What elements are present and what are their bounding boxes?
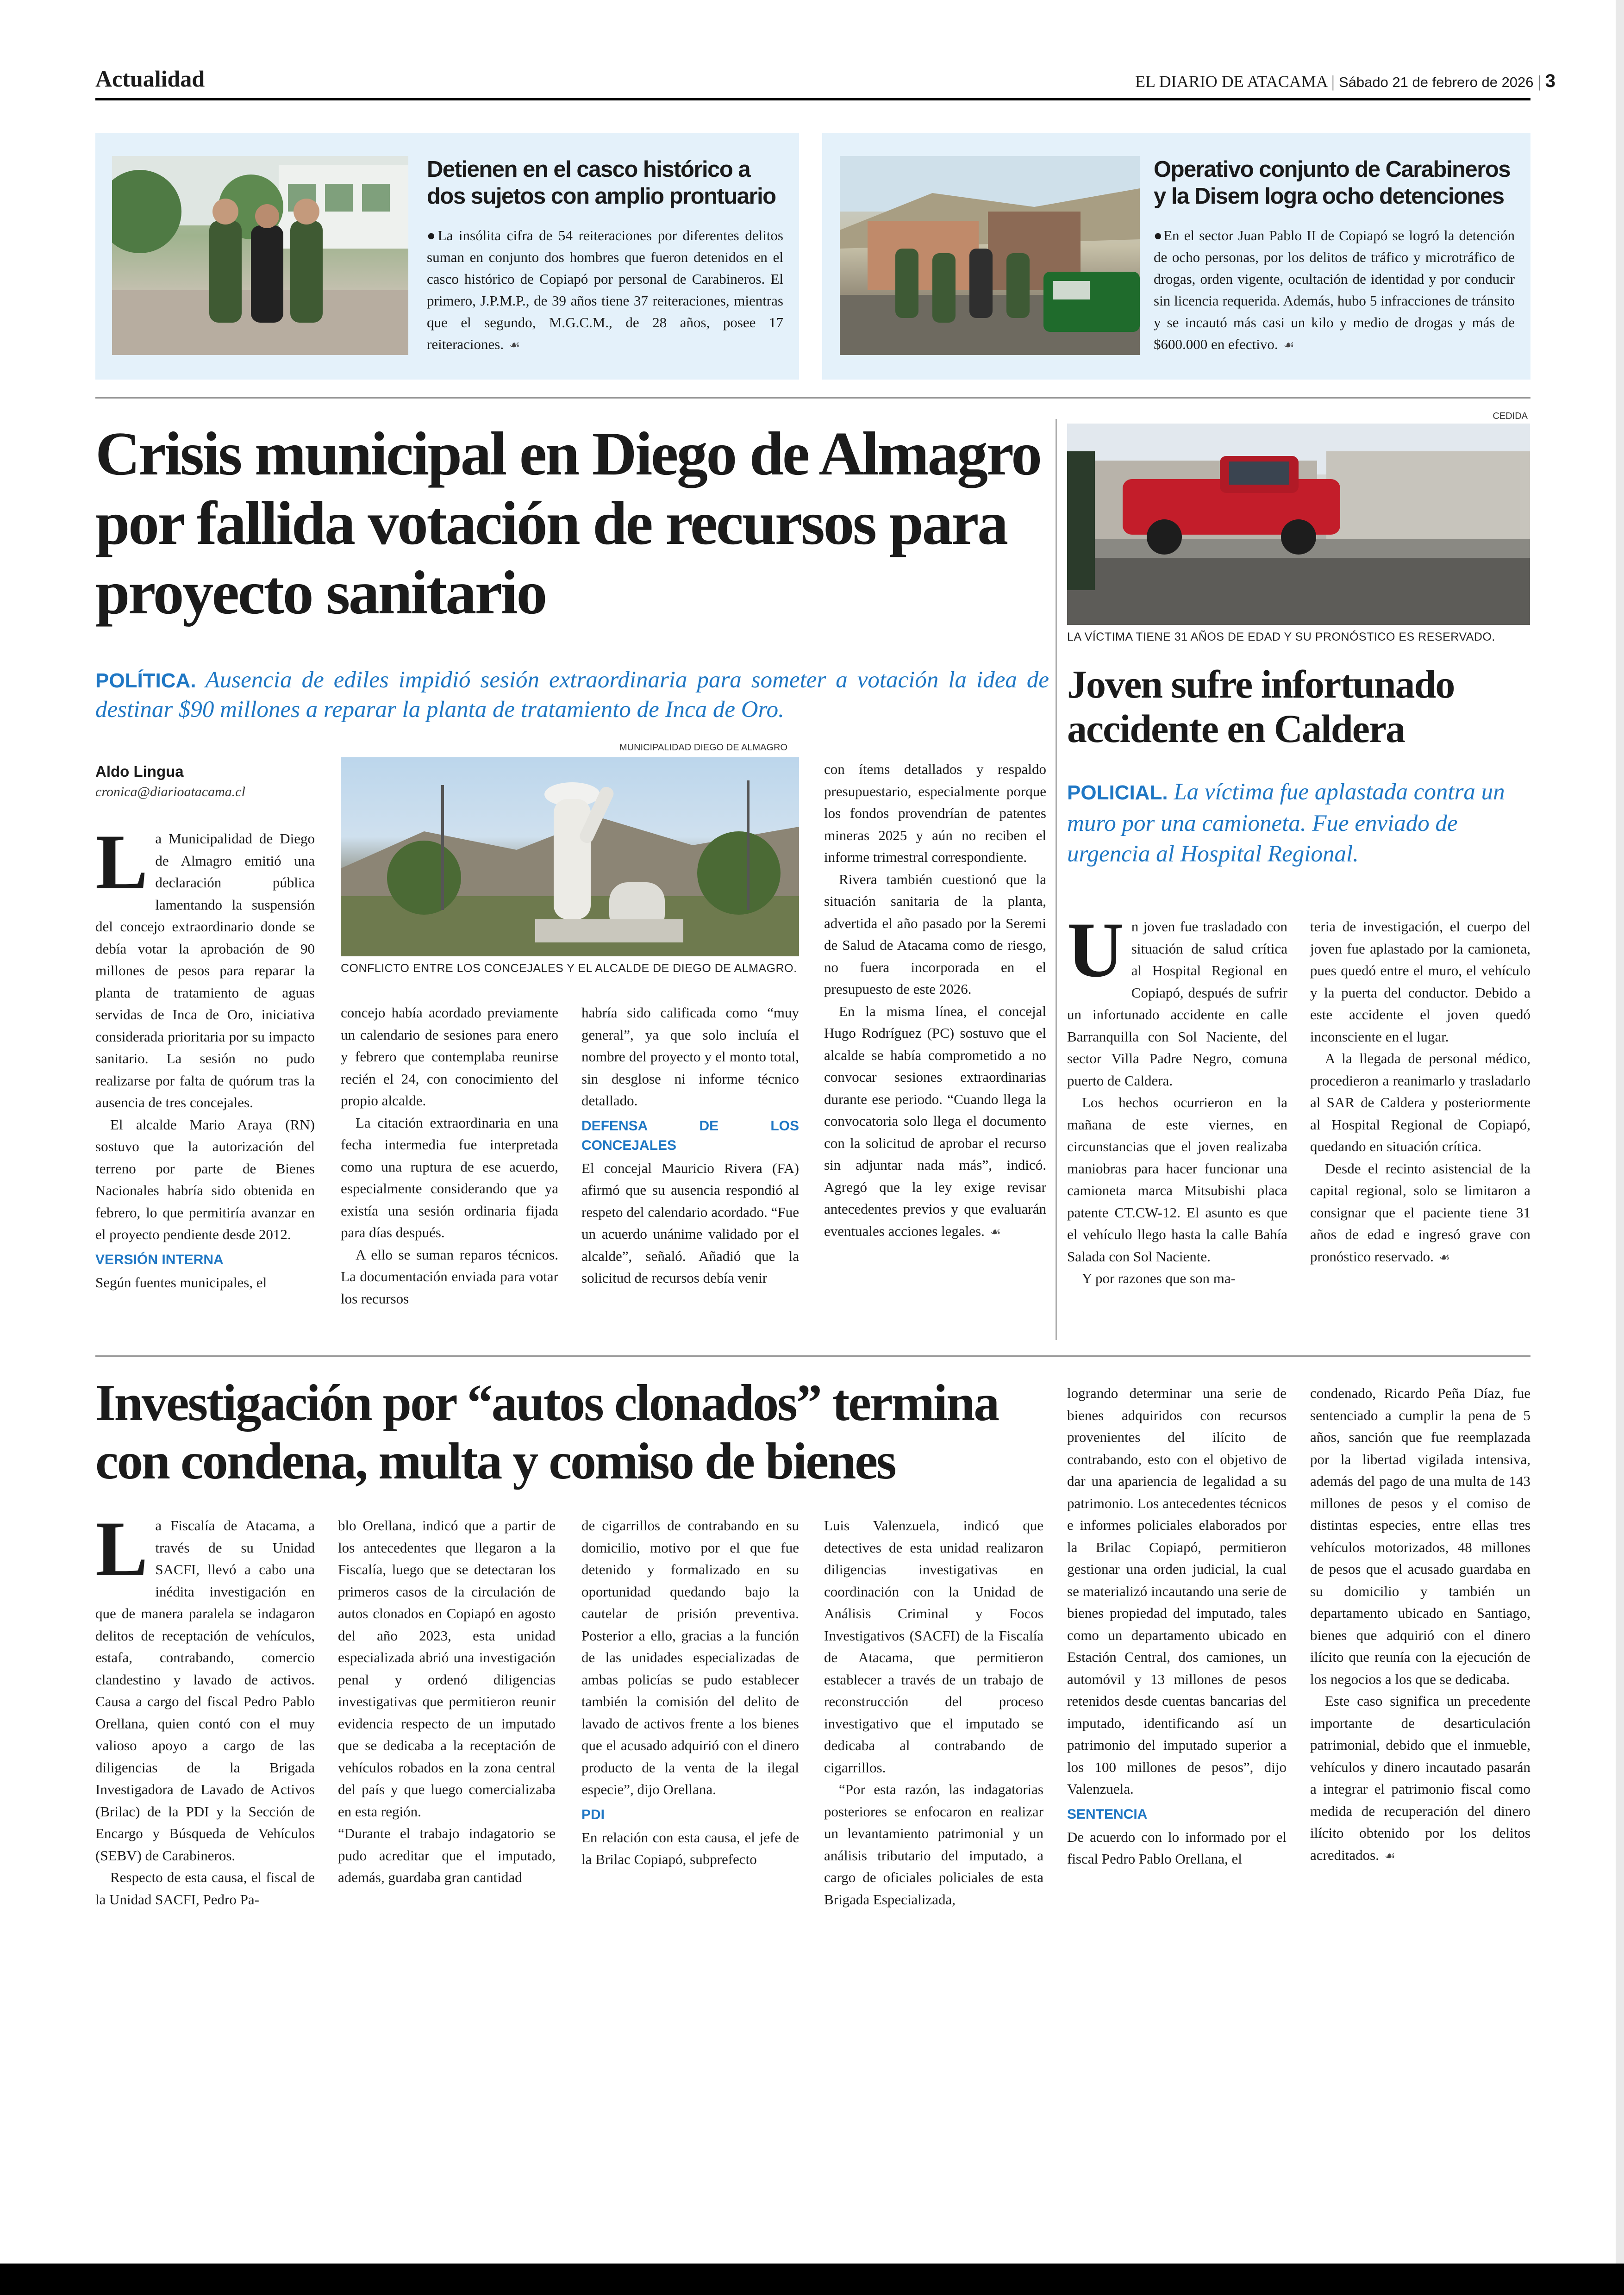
end-mark-icon: ☙ — [1283, 338, 1294, 352]
header-rule — [95, 98, 1530, 100]
bottom-column-4: Luis Valenzuela, indicó que detectives de esta unidad realizaron diligencias investigativas en coordinación con la Unidad de Análisis Criminal y Focos Investigativos (SACFI) de la Fiscalía de Atacama, que permitieron establecer a través de un trabajo de reconstrucción del proceso investigativo que el imputado se dedicaba al contrabando de cigarrillos. “Por esta razón, las indagatorias posteriores se enfocaron en realizar un levantamiento patrimonial y un análisis tributario del imputado, a cargo de oficiales policiales de esta Brigada Especializada, — [824, 1517, 1043, 1908]
footer-bar — [0, 2264, 1624, 2295]
teaser-box-1 — [95, 133, 799, 380]
teaser-photo-arrest — [112, 156, 408, 355]
author-email: cronica@diarioatacama.cl — [95, 784, 245, 799]
main-column-1: L a Municipalidad de Diego de Almagro emitió una declaración pública lamentando la suspensión del concejo extraordinario donde se debía votar la aprobación de 90 millones de pesos para reparar la planta de tratamiento de aguas servidas de Inca de Oro, iniciativa considerada prioritaria por su impacto sanitario. La sesión no pudo realizarse por falta de quórum tras la ausencia de tres concejales. El alcalde Mario Araya (RN) sostuvo que la autorización del terreno por parte de Bienes Nacionales habría sido obtenida en febrero, lo que permitiría avanzar en el proyecto pendiente desde 2012. VERSIÓN INTERNA Según fuentes municipales, el — [95, 818, 315, 1291]
bullet-icon: ● — [1154, 227, 1164, 243]
end-mark-icon: ☙ — [990, 1225, 1001, 1239]
page-number: 3 — [1545, 71, 1555, 91]
side-column-2: teria de investigación, el cuerpo del joven fue aplastado por la camioneta, pues quedó entre el muro, el vehículo y la puerta del conductor. Debido a este accidente el joven quedó inconsciente en el lugar. A la llegada de personal médico, procedieron a reanimarlo y trasladarlo al SAR de Caldera y posteriormente al Hospital Regional de Copiapó, quedando en situación crítica. Desde el recinto asistencial de la capital regional, solo se limitaron a consignar que el paciente tiene 31 años de edad e ingresó grave con pronóstico reservado. ☙ — [1310, 918, 1530, 1265]
main-photo-statue — [341, 757, 799, 956]
side-headline: Joven sufre infortunado accidente en Caldera — [1067, 662, 1455, 751]
bottom-column-3: de cigarrillos de contrabando en su domicilio, motivo por el que fue detenido y formalizado en su oportunidad quedando bajo la cautelar de prisión preventiva. Posterior a ello, gracias a la función de las unidades especializadas de ambas policías se pudo establecer también la comisión del delito de lavado de activos frente a los bienes que el acusado adquirió con el dinero producto de la venta de la ilegal especie”, dijo Orellana. PDI En relación con esta causa, el jefe de la Brilac Copiapó, subprefecto — [581, 1517, 799, 1867]
column-divider — [1056, 419, 1057, 1340]
bottom-column-6: condenado, Ricardo Peña Díaz, fue sentenciado a cumplir la pena de 5 años, sanción que fue reemplazada por la libertad vigilada intensiva, además del pago de una multa de 143 millones de pesos y el comiso de distintas especies, entre ellas tres vehículos motorizados, 48 millones de pesos que el acusado guardaba en su domicilio y también un departamento ubicado en Santiago, bienes que adquirió con el dinero ilícito que reunía con la ejecución de los negocios a los que se dedicaba. Este caso significa un precedente importante de desarticulación patrimonial, debido que el inmueble, vehículos y dinero incautado pasarán a integrar el patrimonio fiscal como medida de recuperación del dinero ilícito obtenido por los delitos acreditados. ☙ — [1310, 1385, 1530, 1863]
end-mark-icon: ☙ — [509, 338, 520, 352]
teaser-title: Detienen en el casco histórico a dos sujetos con amplio prontuario — [427, 157, 776, 209]
section-divider — [95, 397, 1530, 399]
subheading: DEFENSA DE LOS CONCEJALES — [581, 1118, 799, 1153]
main-column-4: con ítems detallados y respaldo presupuestario, especialmente porque los fondos provendrían de patentes mineras 2025 y aún no reciben el informe trimestral correspondiente. Rivera también cuestionó que la situación sanitaria de la planta, advertida el año pasado por la Seremi de Salud de Atacama como de riesgo, no fuera incorporada en el presupuesto de este 2026. En la misma línea, el concejal Hugo Rodríguez (PC) sostuvo que el alcalde se había comprometido a no convocar sesiones extraordinarias durante ese periodo. “Cuando llega la convocatoria solo llega el documento con la solicitud de aprobar el recurso sin adjuntar nada más”, indicó. Agregó que la ley exige revisar antecedentes previos y que evaluarán eventuales acciones legales. ☙ — [824, 761, 1046, 1239]
drop-cap: L — [95, 818, 148, 905]
separator: | — [1537, 72, 1545, 91]
statue-illustration — [341, 757, 799, 956]
end-mark-icon: ☙ — [1384, 1849, 1396, 1863]
kicker: POLÍTICA. — [95, 669, 196, 692]
page-edge — [1616, 0, 1624, 2264]
teaser-title: Operativo conjunto de Carabineros y la Disem logra ocho detenciones — [1154, 157, 1511, 209]
deck-text: Ausencia de ediles impidió sesión extraordinaria para someter a votación la idea de destinar $90 millones a reparar la planta de tratamiento de Inca de Oro. — [95, 667, 1049, 723]
drop-cap: L — [95, 1505, 148, 1592]
photo-credit: CEDIDA — [1493, 411, 1528, 421]
teaser-photo-operation — [840, 156, 1140, 355]
side-photo-truck — [1067, 424, 1530, 625]
kicker: POLICIAL. — [1067, 781, 1168, 804]
separator: | — [1331, 72, 1339, 91]
main-headline: Crisis municipal en Diego de Almagro por fallida votación de recursos para proyecto sanitario — [95, 419, 1041, 627]
main-deck — [95, 666, 1049, 724]
section-label: Actualidad — [95, 66, 205, 92]
issue-date: Sábado 21 de febrero de 2026 — [1338, 74, 1534, 90]
subheading: VERSIÓN INTERNA — [95, 1252, 224, 1267]
masthead-info — [1135, 69, 1555, 94]
subheading: PDI — [581, 1807, 605, 1822]
arrest-illustration — [112, 156, 408, 355]
photo-caption: LA VÍCTIMA TIENE 31 AÑOS DE EDAD Y SU PRONÓSTICO ES RESERVADO. — [1067, 630, 1495, 643]
operation-illustration — [840, 156, 1140, 355]
bottom-column-1: L a Fiscalía de Atacama, a través de su Unidad SACFI, llevó a cabo una inédita investigación en que de manera paralela se indagaron delitos de receptación de vehículos, estafa, contrabando, comercio clandestino y lavado de activos. Causa a cargo del fiscal Pedro Pablo Orellana, quien contó con el muy valioso apoyo a cargo de las diligencias de la Brigada Investigadora de Lavado de Activos (Brilac) de la PDI y la Sección de Encargo y Búsqueda de Vehículos (SEBV) de Carabineros. Respecto de esta causa, el fiscal de la Unidad SACFI, Pedro Pa- — [95, 1505, 315, 1908]
main-column-2: concejo había acordado previamente un calendario de sesiones para enero y febrero que contemplaba reunirse recién el 24, con conocimiento del propio alcalde. La citación extraordinaria en una fecha intermedia fue interpretada como una ruptura de ese acuerdo, especialmente considerando que ya existía una sesión ordinaria fijada para días después. A ello se suman reparos técnicos. La documentación enviada para votar los recursos — [341, 1004, 558, 1307]
bottom-column-5: logrando determinar una serie de bienes adquiridos con recursos provenientes del ilícito de contrabando, esto con el objetivo de dar una apariencia de legalidad a su patrimonio. Los antecedentes técnicos e informes policiales elaborados por la Brilac Copiapó, permitieron gestionar una orden judicial, la cual se materializó incautando una serie de bienes propiedad del imputado, tales como un departamento ubicado en Estación Central, dos camiones, un automóvil y 13 millones de pesos retenidos desde cuentas bancarias del imputado, identificando así un patrimonio del imputado superior a los 100 millones de pesos”, dijo Valenzuela. SENTENCIA De acuerdo con lo informado por el fiscal Pedro Pablo Orellana, el — [1067, 1385, 1287, 1867]
bottom-column-2: blo Orellana, indicó que a partir de los antecedentes que llegaron a la Fiscalía, luego que se detectaran los primeros casos de la circulación de autos clonados en Copiapó en agosto del año 2023, esta unidad especializada abrió una investigación penal y ordenó diligencias investigativas que permitieron reunir evidencia respecto de un imputado que se dedicaba a la receptación de vehículos robados en la zona central del país y que luego comercializaba en esta región. “Durante el trabajo indagatorio se pudo acreditar que el imputado, además, guardaba gran cantidad — [338, 1517, 556, 1885]
side-deck — [1067, 777, 1530, 869]
paper-name: EL DIARIO DE ATACAMA — [1135, 72, 1327, 91]
teaser-text: ●La insólita cifra de 54 reiteraciones por diferentes delitos suman en conjunto dos hombres que fueron detenidos en el casco histórico de Copiapó por personal de Carabineros. El primero, J.P.M.P., de 39 años tiene 37 reiteraciones, mientras que el segundo, M.G.C.M., de 28 años, posee 17 reiteraciones. ☙ — [427, 227, 783, 352]
author-name: Aldo Lingua — [95, 763, 184, 780]
photo-credit: MUNICIPALIDAD DIEGO DE ALMAGRO — [619, 742, 788, 753]
bullet-icon: ● — [427, 227, 438, 243]
main-column-3: habría sido calificada como “muy general”, ya que solo incluía el nombre del proyecto y el monto total, sin desglose ni informe técnico detallado. DEFENSA DE LOS CONCEJALES El concejal Mauricio Rivera (FA) afirmó que su ausencia respondió al respeto del calendario acordado. “Fue un acuerdo unánime validado por el alcalde”, señaló. Añadió que la solicitud de recursos debía venir — [581, 1004, 799, 1286]
section-divider — [95, 1355, 1530, 1357]
side-column-1: U n joven fue trasladado con situación de salud crítica al Hospital Regional en Copiapó, después de sufrir un infortunado accidente en calle Barranquilla con Sol Naciente, del sector Villa Padre Negro, comuna puerto de Caldera. Los hechos ocurrieron en la mañana de este viernes, en circunstancias que el joven realizaba maniobras para hacer funcionar una camioneta marca Mitsubishi placa patente CT.CW-12. El asunto es que el vehículo llego hasta la calle Bahía Salada con Sol Naciente. Y por razones que son ma- — [1067, 906, 1287, 1286]
drop-cap: U — [1067, 906, 1124, 993]
teaser-text: ●En el sector Juan Pablo II de Copiapó se logró la detención de ocho personas, por los delitos de tráfico y microtráfico de drogas, orden vigente, ocultación de identidad y por conducir sin licencia requerida. Además, hubo 5 infracciones de tránsito y se incautó más casi un kilo y medio de drogas y más de $600.000 en efectivo. ☙ — [1154, 227, 1515, 352]
photo-caption: CONFLICTO ENTRE LOS CONCEJALES Y EL ALCALDE DE DIEGO DE ALMAGRO. — [341, 962, 797, 975]
subheading: SENTENCIA — [1067, 1806, 1148, 1822]
deck-text: La víctima fue aplastada contra un muro por una camioneta. Fue enviado de urgencia al Hospital Regional. — [1067, 779, 1505, 867]
truck-illustration — [1067, 424, 1530, 625]
end-mark-icon: ☙ — [1439, 1250, 1450, 1265]
bottom-headline: Investigación por “autos clonados” termina con condena, multa y comiso de bienes — [95, 1374, 999, 1490]
teaser-box-2 — [822, 133, 1530, 380]
